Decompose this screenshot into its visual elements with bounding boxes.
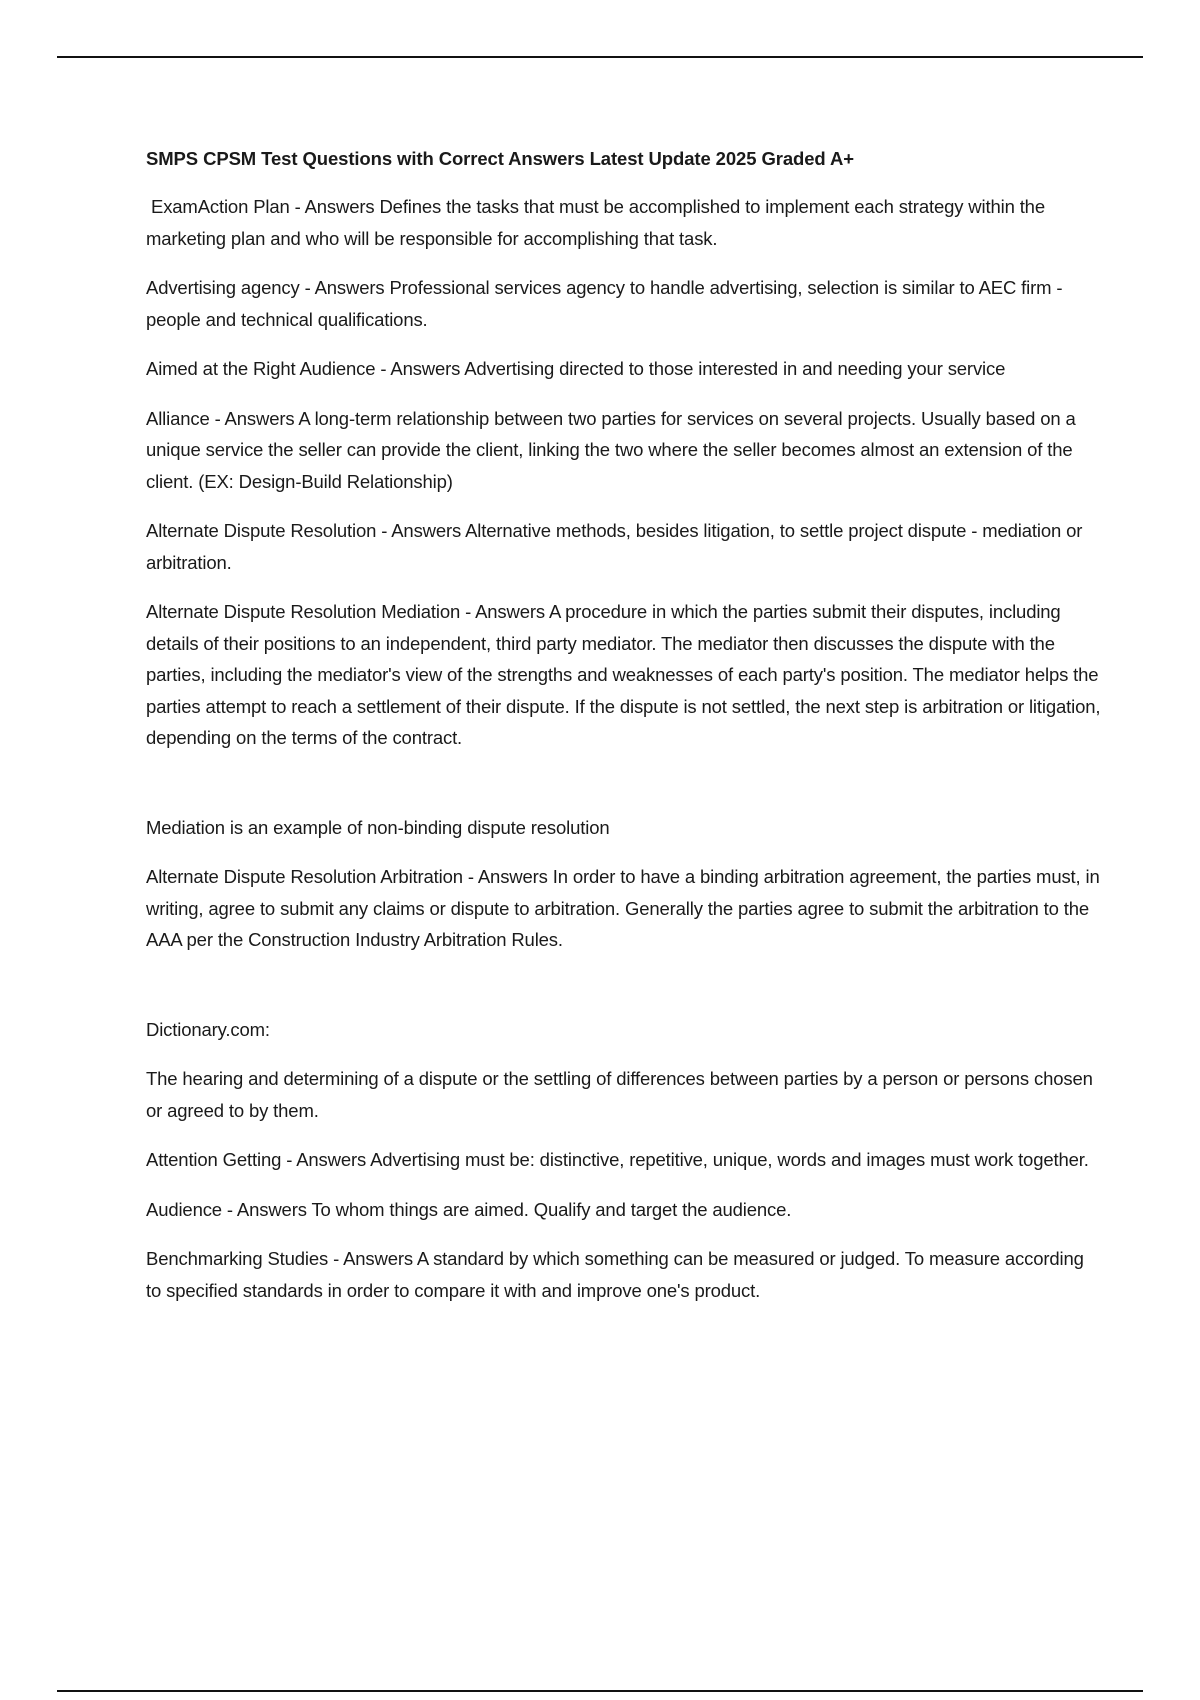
entry-audience: Audience - Answers To whom things are aimed. Qualify and target the audience. (146, 1198, 792, 1220)
entry-adr-mediation: Alternate Dispute Resolution Mediation - Answers A procedure in which the parties submit their disputes, including details of their positions to an independent, third party mediator. The mediator then discusses the dispute with the parties, including the mediator's view of the strengths and weaknesses of each party's position. The mediator helps the parties attempt to reach a settlement of their dispute. If the dispute is not settled, the next step is arbitration or litigation, depending on the terms of the contract. (146, 601, 1101, 748)
entry-benchmarking-studies: Benchmarking Studies - Answers A standard by which something can be measured or judged. To measure according to specified standards in order to compare it with and improve one's product. (146, 1248, 1084, 1301)
header-rule (57, 56, 1143, 58)
entry-action-plan: ExamAction Plan - Answers Defines the tasks that must be accomplished to implement each strategy within the marketing plan and who will be responsible for accomplishing that task. (146, 196, 1050, 249)
document-body (146, 143, 1101, 1324)
entry-alliance: Alliance - Answers A long-term relationship between two parties for services on several projects. Usually based on a unique service the seller can provide the client, linking the two where the seller becomes almost an extension of the client. (EX: Design-Build Relationship) (146, 407, 1076, 492)
entry-mediation-note: Mediation is an example of non-binding dispute resolution (146, 816, 610, 838)
entry-advertising-agency: Advertising agency - Answers Professional services agency to handle advertising, selection is similar to AEC firm - people and technical qualifications. (146, 277, 1063, 330)
entry-aimed-at-right-audience: Aimed at the Right Audience - Answers Advertising directed to those interested in and needing your service (146, 358, 1006, 379)
entry-attention-getting: Attention Getting - Answers Advertising must be: distinctive, repetitive, unique, words and images must work together. (146, 1149, 1089, 1170)
footer-rule (57, 1690, 1143, 1692)
entry-adr-arbitration: Alternate Dispute Resolution Arbitration - Answers In order to have a binding arbitration agreement, the parties must, in writing, agree to submit any claims or dispute to arbitration. Generally the parties agree to submit the arbitration to the AAA per the Construction Industry Arbitration Rules. (146, 866, 1100, 950)
document-title: SMPS CPSM Test Questions with Correct Answers Latest Update 2025 Graded A+ (146, 148, 854, 169)
entry-dictionary-label: Dictionary.com: (146, 1018, 270, 1040)
entry-alternate-dispute-resolution: Alternate Dispute Resolution - Answers Alternative methods, besides litigation, to settle project dispute - mediation or arbitration. (146, 520, 1083, 573)
entry-dictionary-definition: The hearing and determining of a dispute or the settling of differences between parties by a person or persons chosen or agreed to by them. (146, 1068, 1093, 1121)
